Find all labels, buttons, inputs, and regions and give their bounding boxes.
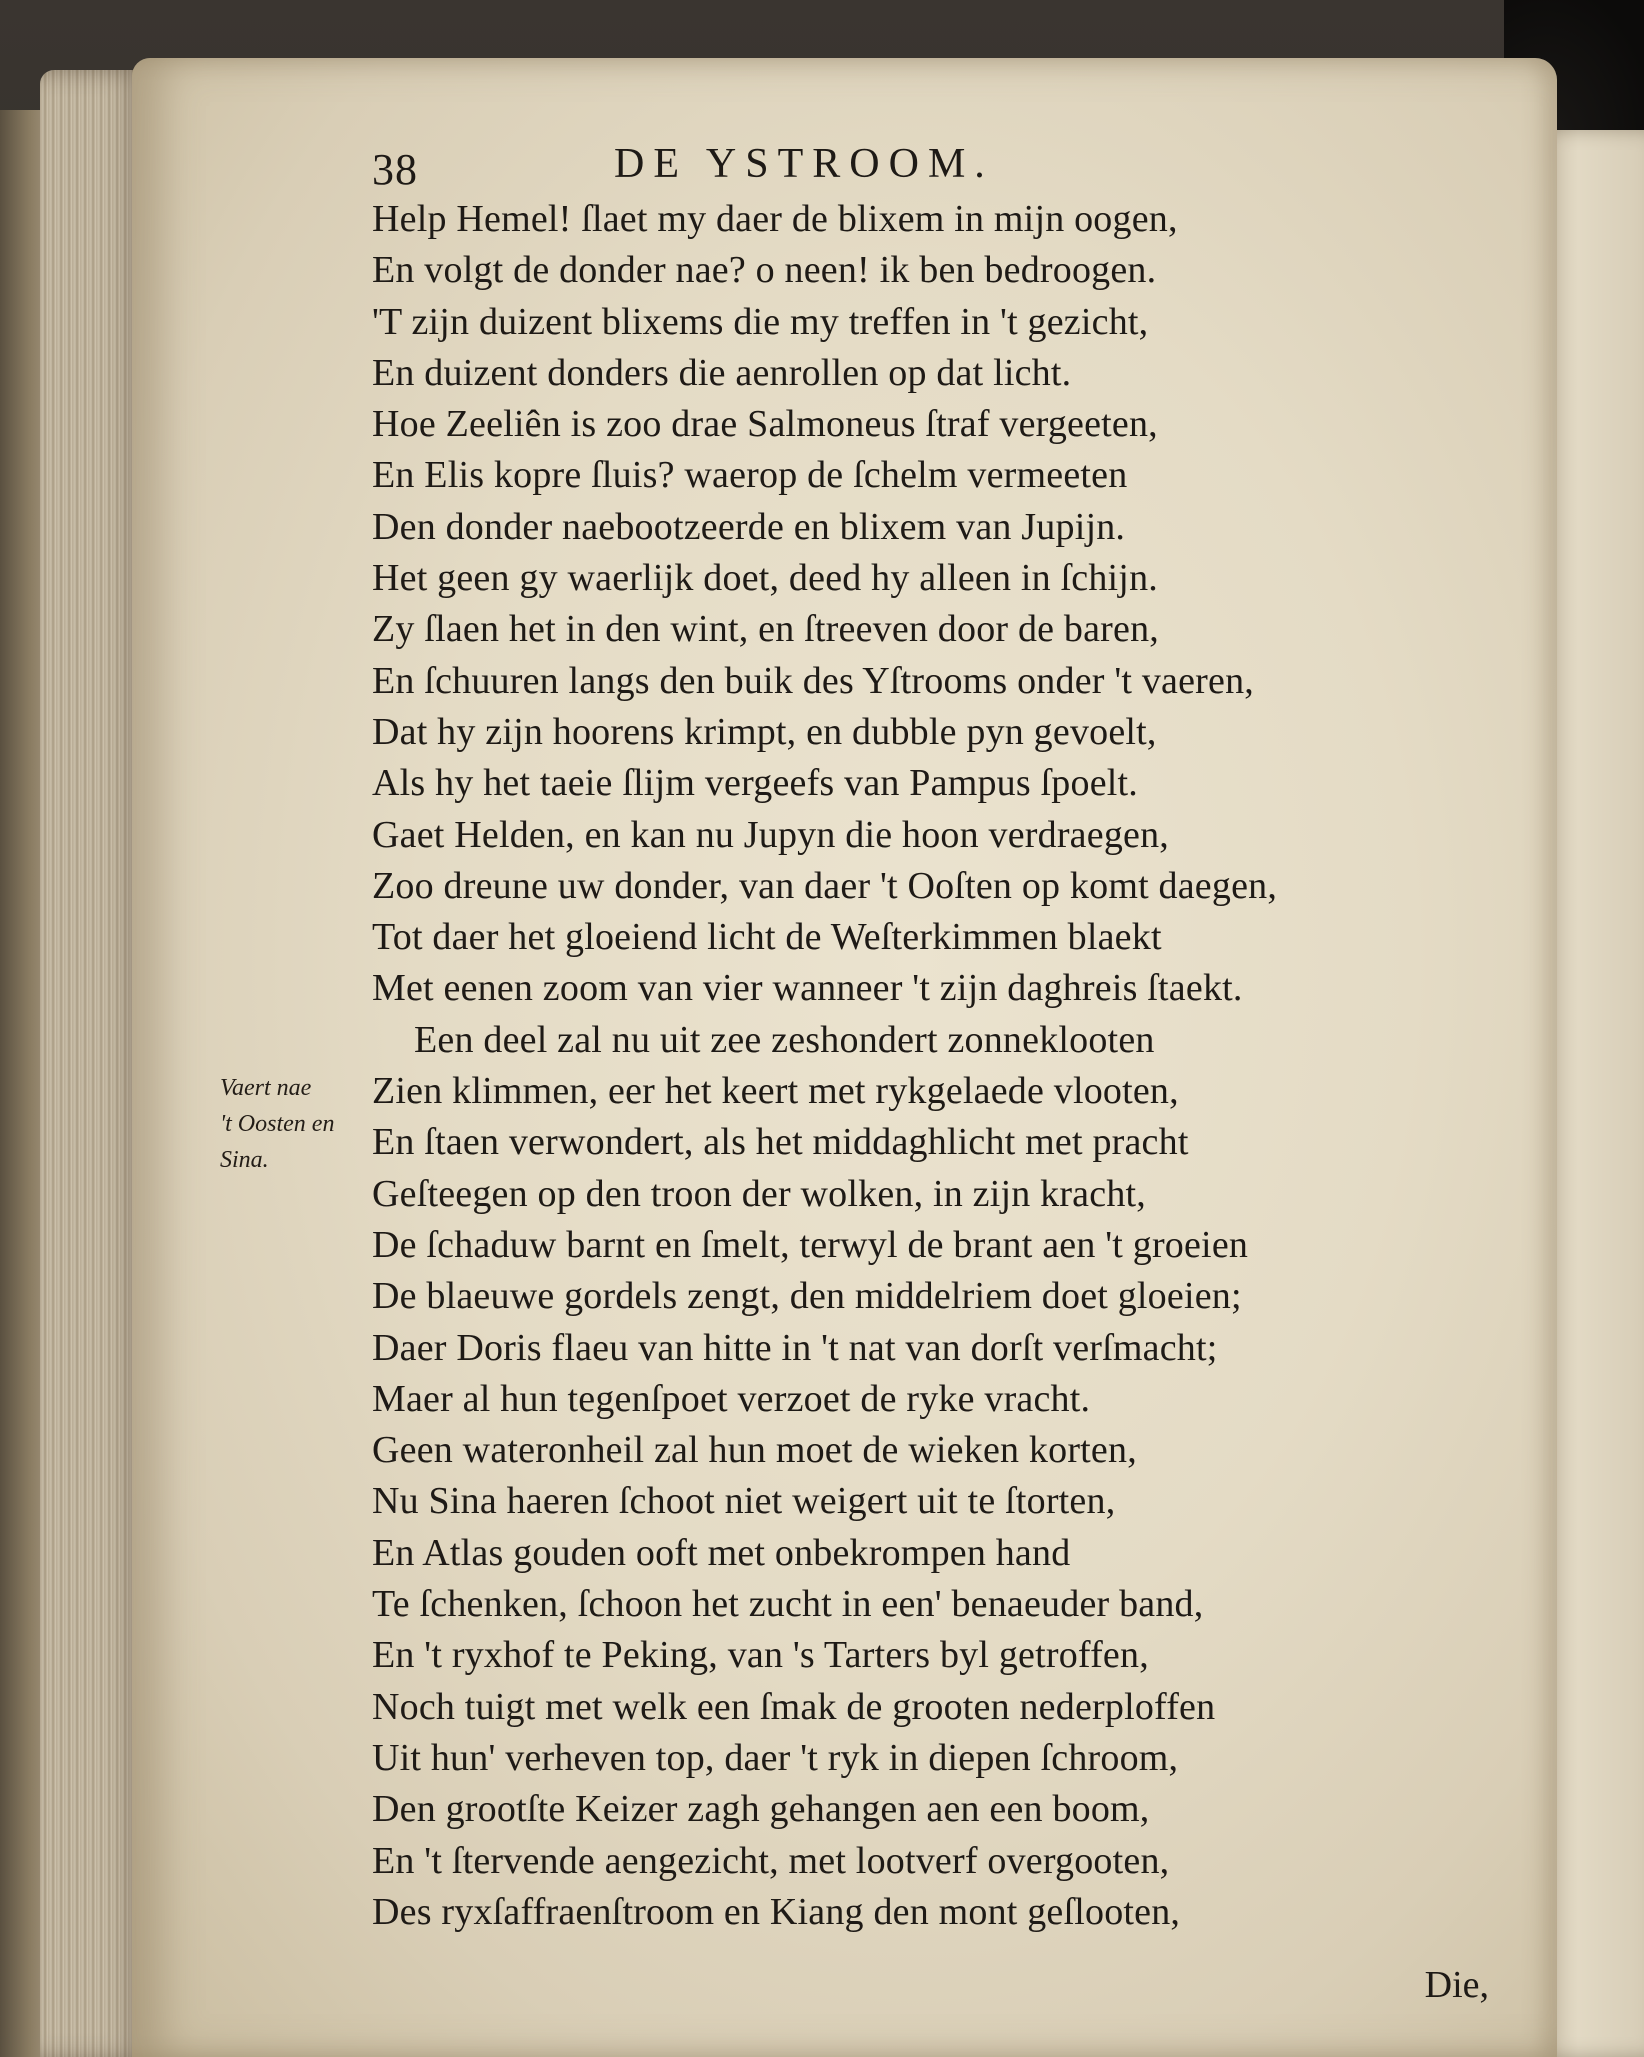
- margin-note: [220, 1070, 370, 1178]
- catchword: Die,: [1424, 1964, 1489, 2006]
- verse-line: En Atlas gouden ooft met onbekrompen hand: [372, 1531, 1071, 1574]
- verse-line: Zy ſlaen het in den wint, en ſtreeven door de baren,: [372, 608, 1160, 651]
- verse-line: Dat hy zijn hoorens krimpt, en dubble pyn gevoelt,: [372, 710, 1157, 753]
- verse-line: Den donder naebootzeerde en blixem van Jupijn.: [372, 505, 1126, 548]
- margin-note-line: Sina.: [220, 1147, 269, 1173]
- verse-line: Zien klimmen, eer het keert met rykgelaede vlooten,: [372, 1070, 1179, 1113]
- verse-line: Het geen gy waerlijk doet, deed hy alleen in ſchijn.: [372, 557, 1158, 600]
- verse-line: De ſchaduw barnt en ſmelt, terwyl de brant aen 't groeien: [372, 1223, 1249, 1266]
- verse-line: Maer al hun tegenſpoet verzoet de ryke vracht.: [372, 1377, 1091, 1420]
- verse-line: Zoo dreune uw donder, van daer 't Ooſten op komt daegen,: [372, 864, 1278, 907]
- running-title: DE YSTROOM.: [614, 141, 994, 187]
- verse-line: Als hy het taeie ſlijm vergeefs van Pampus ſpoelt.: [372, 762, 1138, 805]
- verse-line: Den grootſte Keizer zagh gehangen aen een boom,: [372, 1788, 1150, 1831]
- verse-line: Hoe Zeeliên is zoo drae Salmoneus ſtraf vergeeten,: [372, 403, 1158, 446]
- verse-line: Noch tuigt met welk een ſmak de grooten nederploffen: [372, 1685, 1216, 1728]
- verse-line: Met eenen zoom van vier wanneer 't zijn daghreis ſtaekt.: [372, 967, 1243, 1010]
- verse-line: De blaeuwe gordels zengt, den middelriem doet gloeien;: [372, 1275, 1242, 1318]
- verse-lines: [372, 194, 1644, 1938]
- margin-note-line: 't Oosten en: [220, 1111, 335, 1137]
- page-text: [372, 136, 1644, 1938]
- margin-note-line: Vaert nae: [220, 1075, 312, 1101]
- verse-line: En 't ryxhof te Peking, van 's Tarters byl getroffen,: [372, 1634, 1149, 1677]
- verse-line: Tot daer het gloeiend licht de Weſterkimmen blaekt: [372, 916, 1162, 959]
- verse-line: En 't ſtervende aengezicht, met lootverf overgooten,: [372, 1839, 1170, 1882]
- page-number: 38: [372, 145, 418, 194]
- verse-line: Des ryxſaffraenſtroom en Kiang den mont geſlooten,: [372, 1890, 1181, 1933]
- book-page: [132, 58, 1557, 2057]
- verse-line: Gaet Helden, en kan nu Jupyn die hoon verdraegen,: [372, 813, 1169, 856]
- verse-line: Geſteegen op den troon der wolken, in zijn kracht,: [372, 1172, 1146, 1215]
- verse-line: Te ſchenken, ſchoon het zucht in een' benaeuder band,: [372, 1583, 1204, 1626]
- verse-line: En ſchuuren langs den buik des Yſtrooms onder 't vaeren,: [372, 659, 1254, 702]
- verse-line: En volgt de donder nae? o neen! ik ben bedroogen.: [372, 249, 1157, 292]
- verse-line: Uit hun' verheven top, daer 't ryk in diepen ſchroom,: [372, 1736, 1179, 1779]
- verse-line: En Elis kopre ſluis? waerop de ſchelm vermeeten: [372, 454, 1128, 497]
- verse-line: Een deel zal nu uit zee zeshondert zonneklooten: [414, 1018, 1155, 1061]
- verse-line: Nu Sina haeren ſchoot niet weigert uit te ſtorten,: [372, 1480, 1116, 1523]
- verse-line: 'T zijn duizent blixems die my treffen in 't gezicht,: [372, 300, 1149, 343]
- verse-line: Geen wateronheil zal hun moet de wieken korten,: [372, 1429, 1137, 1472]
- verse-line: En duizent donders die aenrollen op dat licht.: [372, 351, 1072, 394]
- verse-line: Help Hemel! ſlaet my daer de blixem in mijn oogen,: [372, 198, 1178, 240]
- page-header: [372, 136, 1644, 194]
- verse-line: Daer Doris flaeu van hitte in 't nat van dorſt verſmacht;: [372, 1326, 1218, 1369]
- verse-line: En ſtaen verwondert, als het middaghlicht met pracht: [372, 1121, 1189, 1164]
